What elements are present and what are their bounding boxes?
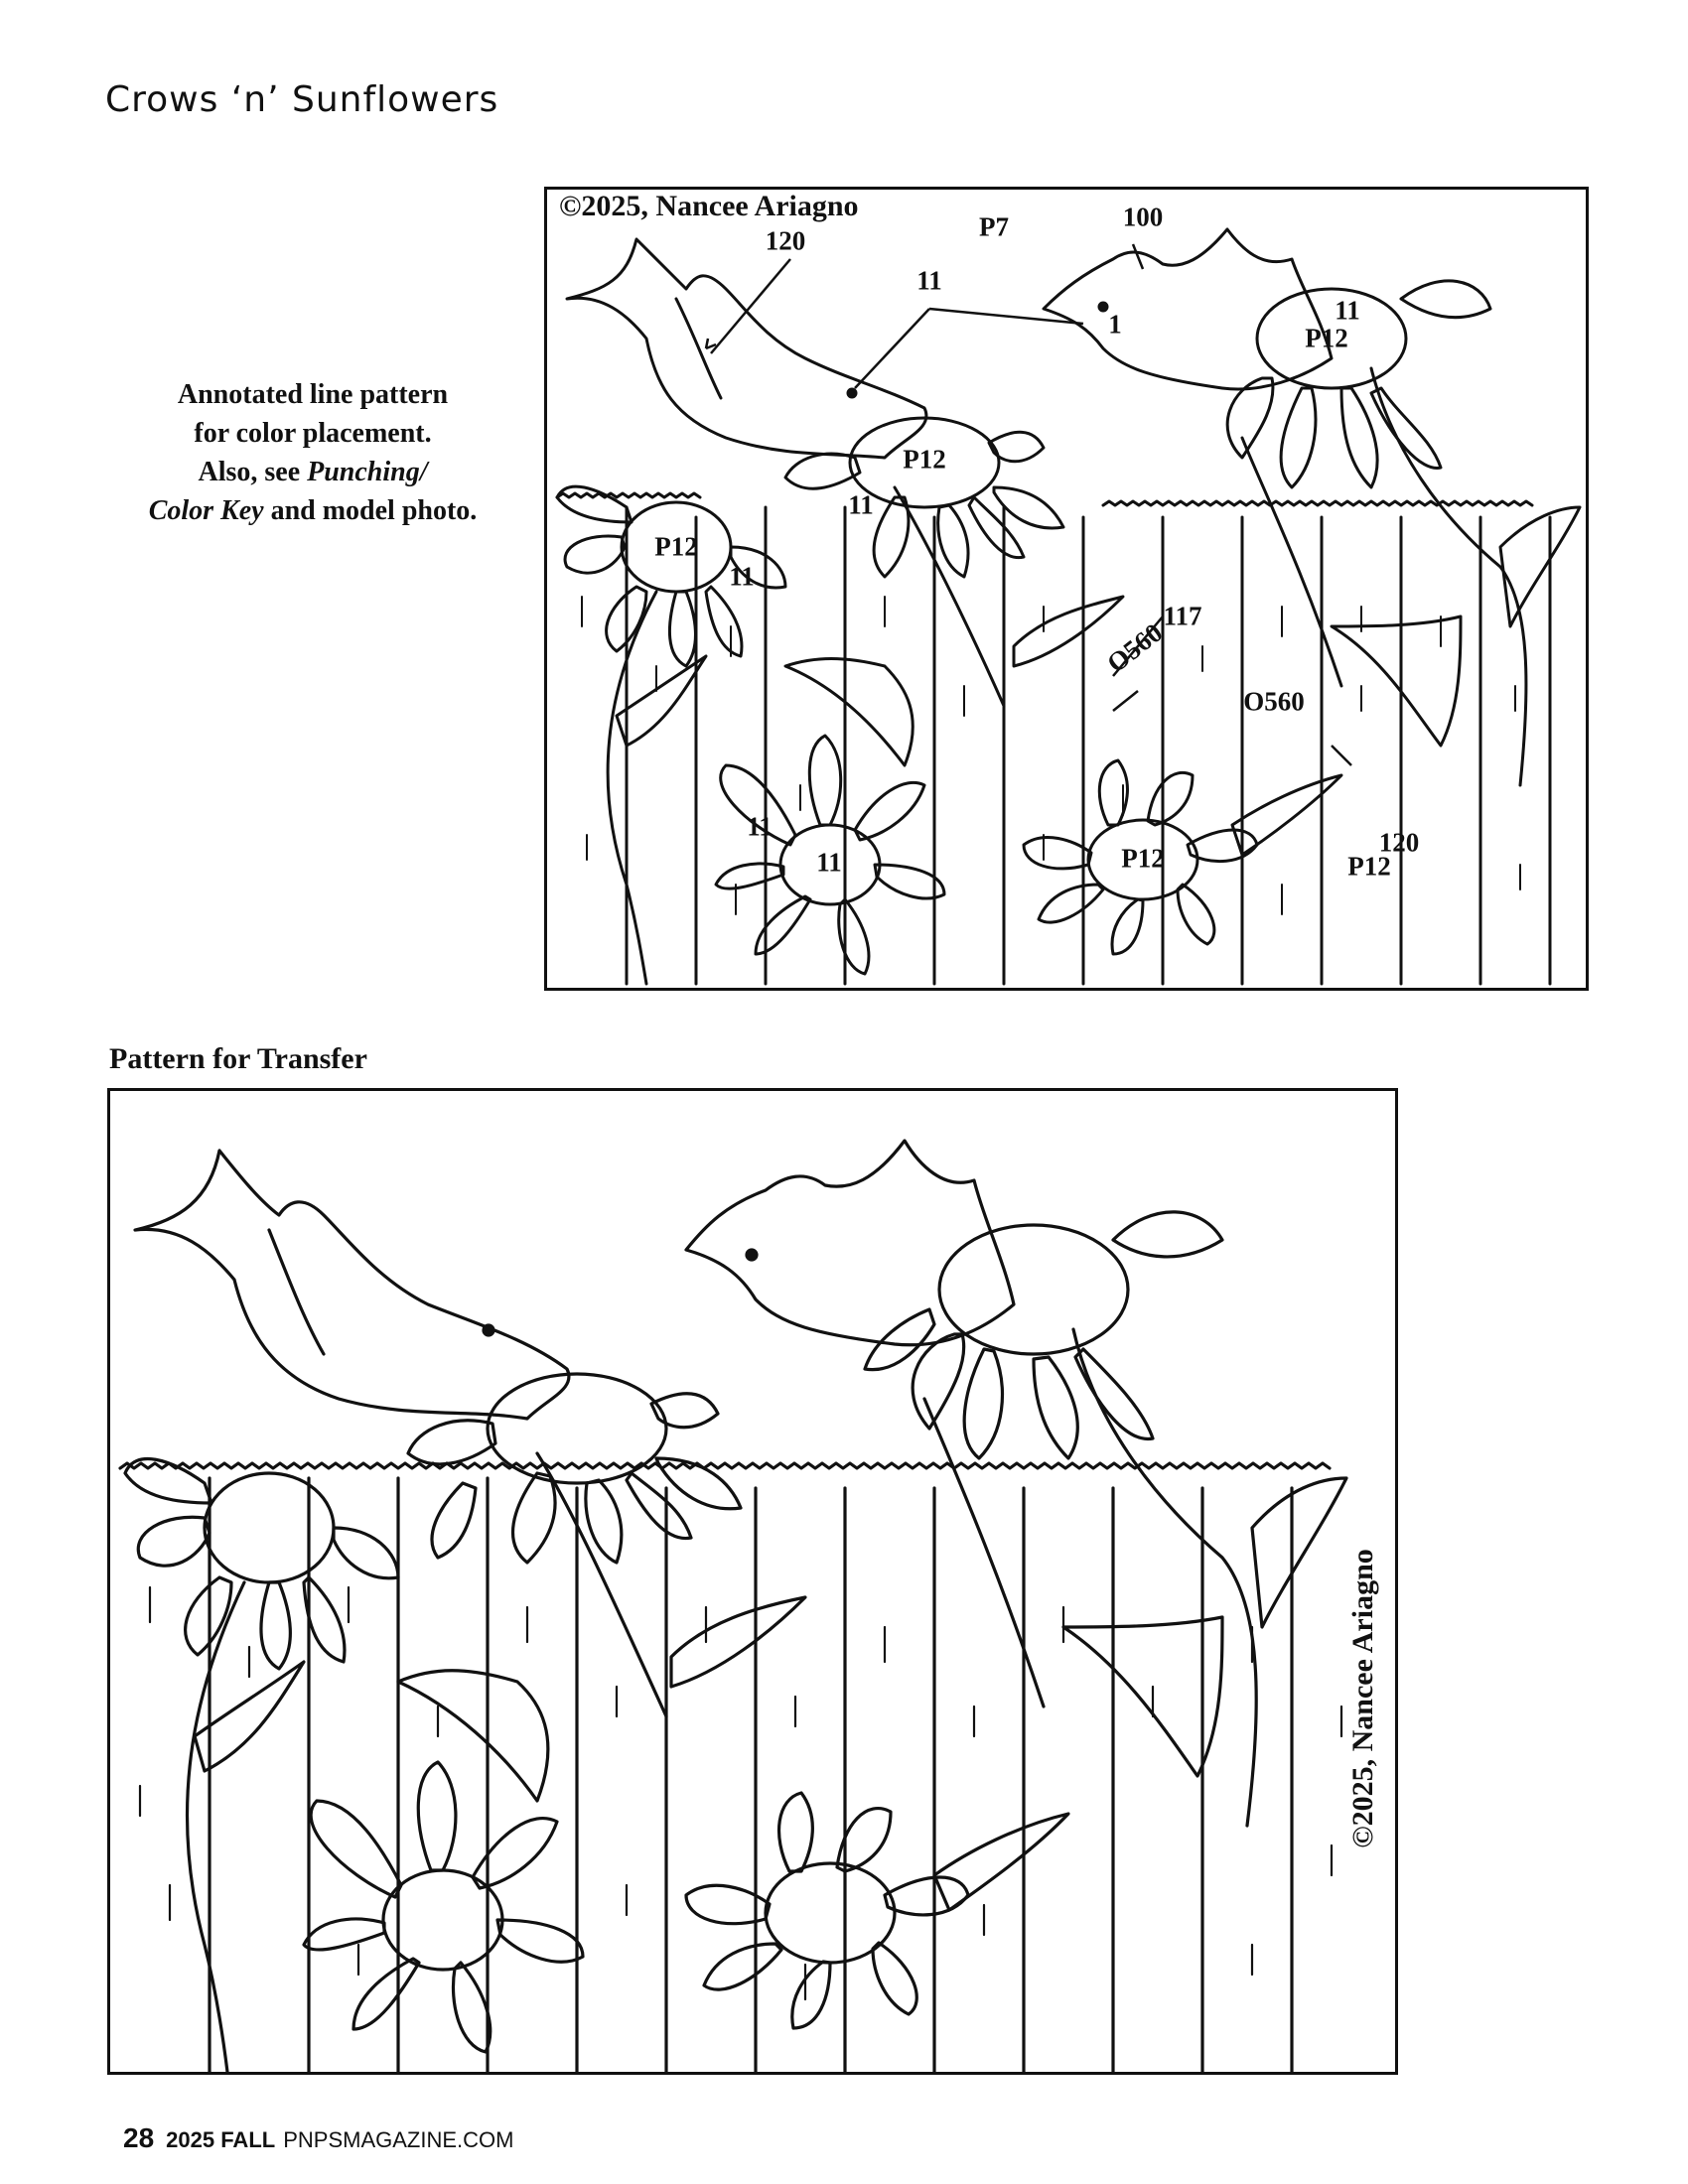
color-label: 11 [816,847,842,878]
transfer-title: Pattern for Transfer [109,1042,367,1075]
sunflower-petals [125,1459,398,1669]
caption-text: Also, see [198,457,308,487]
issue-season: 2025 FALL [166,2127,276,2152]
caption-line: Annotated line pattern [177,379,449,410]
sunflower-center [939,1225,1128,1354]
transfer-line-drawing [110,1091,1395,2072]
caption-line [99,453,526,491]
right-crow [1044,229,1332,389]
left-crow [135,1151,569,1419]
color-label: 120 [1378,827,1420,858]
sunflower-leaves [617,507,1580,855]
transfer-pattern-figure [107,1088,1398,2075]
page-title: Crows ‘n’ Sunflowers [105,79,499,120]
color-label: P12 [1121,843,1165,874]
right-crow [686,1141,1014,1345]
fence-boards [210,1478,1292,2072]
color-label: 11 [1335,295,1360,326]
sunflower-petals [686,1793,968,2028]
sunflower-petals [304,1762,583,2052]
color-label: 117 [1163,601,1202,631]
caption-text: and model photo. [263,495,478,526]
page-footer [123,2122,513,2154]
sunflower-petals [408,1394,741,1563]
fence-boards [627,507,1550,984]
left-crow [567,239,926,458]
caption-emphasis: Color Key [148,495,264,526]
color-label: 11 [916,265,942,296]
color-label: P12 [1347,851,1391,882]
color-label: P12 [654,531,698,562]
color-label: O560 [1101,616,1169,679]
color-label: 120 [765,225,806,256]
sunflower-petals [865,1212,1222,1458]
sunflower-leaves [195,1478,1346,1910]
annotated-line-drawing [547,190,1586,988]
magazine-site: PNPSMAGAZINE.COM [283,2127,514,2152]
wood-grain [140,1587,1341,1999]
caption-emphasis: Punching/ [307,457,428,487]
color-label: 11 [729,561,755,592]
color-label: 100 [1122,202,1164,232]
copyright-notice: ©2025, Nancee Ariagno [1346,1549,1379,1848]
color-label: P12 [1305,323,1348,353]
caption-line: for color placement. [194,418,432,449]
color-label: P7 [979,211,1009,242]
color-label: 11 [848,489,874,520]
copyright-notice: ©2025, Nancee Ariagno [559,190,859,222]
sunflower-center [205,1473,334,1582]
fence-top [120,1463,1330,1468]
page-number: 28 [123,2122,155,2153]
pattern-caption [99,375,526,530]
color-label: 11 [747,811,773,842]
caption-line [99,491,526,530]
color-label: P12 [903,444,946,475]
color-label: 1 [1108,309,1122,340]
color-label: O560 [1243,686,1305,717]
annotated-pattern-figure [544,187,1589,991]
